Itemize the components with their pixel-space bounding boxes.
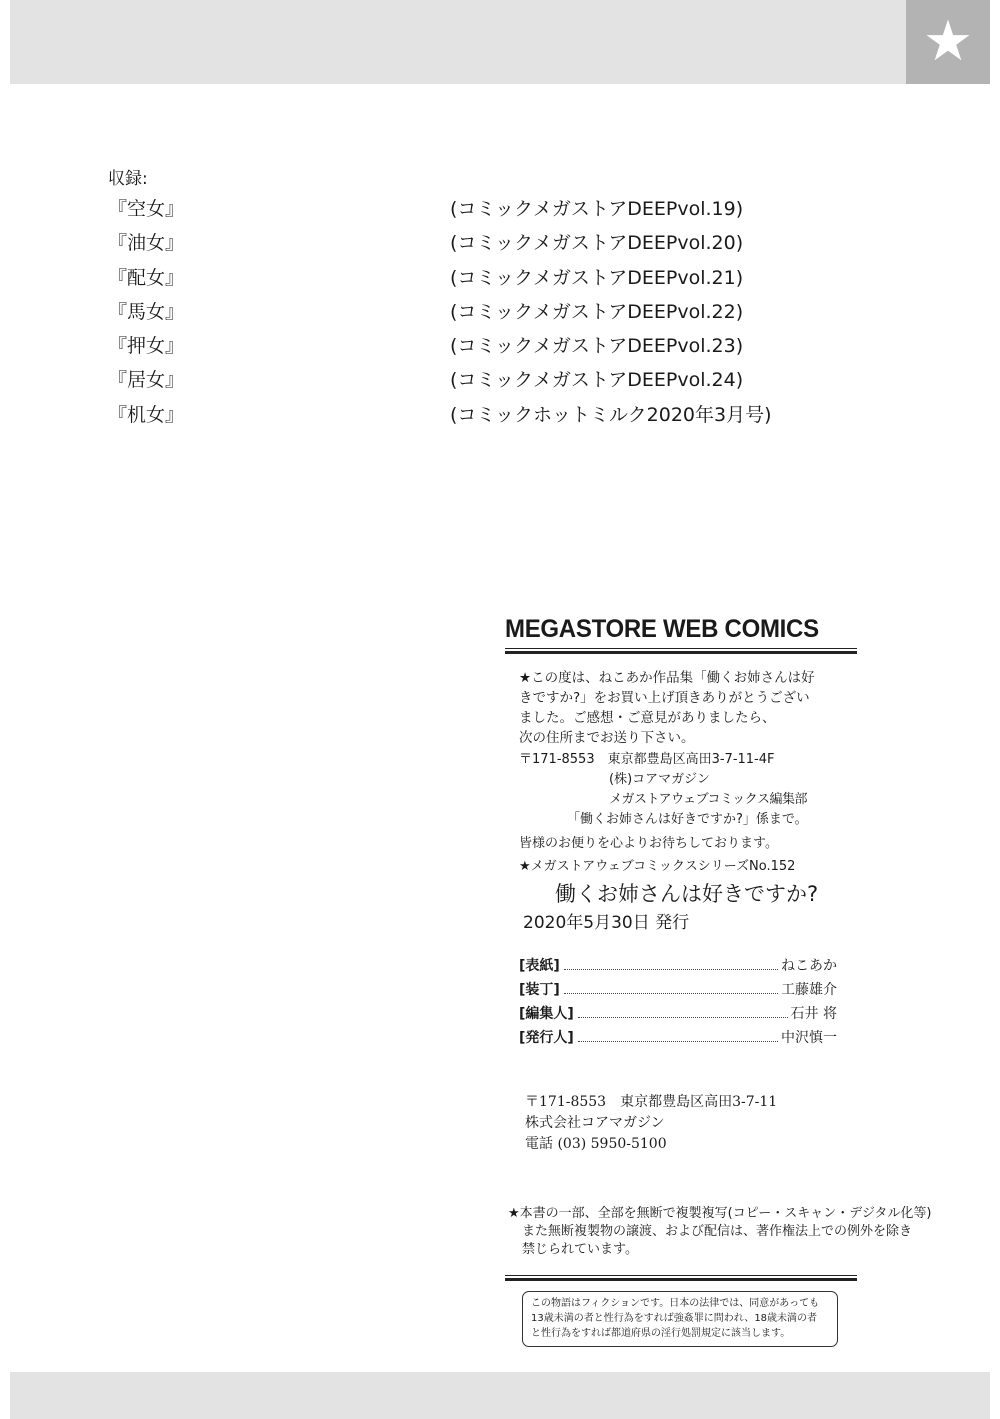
publication-date: 2020年5月30日 発行 xyxy=(523,913,690,933)
staff-row xyxy=(519,1002,837,1026)
book-title: 働くお姉さんは好きですか? xyxy=(555,882,819,906)
address-line: (株)コアマガジン xyxy=(609,772,710,787)
message-line: ました。ご感想・ご意見がありましたら、 xyxy=(519,710,776,726)
story-source: (コミックメガストアDEEPvol.19) xyxy=(450,198,744,220)
publisher-line: 株式会社コアマガジン xyxy=(525,1115,665,1131)
dot-leader xyxy=(578,1041,778,1042)
staff-role: [発行人] xyxy=(519,1030,574,1046)
story-title: 『机女』 xyxy=(108,403,185,426)
notice-line: ★本書の一部、全部を無断で複製複写(コピー・スキャン・デジタル化等) xyxy=(508,1206,932,1221)
story-title: 『空女』 xyxy=(108,198,185,220)
message-line: 次の住所までお送り下さい。 xyxy=(519,730,695,746)
contents-item xyxy=(108,329,808,363)
contents-item xyxy=(108,363,808,397)
staff-name: 中沢慎一 xyxy=(781,1030,837,1046)
address-line: 「働くお姉さんは好きですか?」係まで。 xyxy=(567,812,808,827)
staff-name: 石井 将 xyxy=(790,1006,837,1022)
staff-row xyxy=(519,954,837,978)
dot-leader xyxy=(564,993,778,994)
notice-line: 禁じられています。 xyxy=(522,1242,638,1257)
staff-credits xyxy=(519,954,837,1050)
address-line: 〒171-8553 東京都豊島区高田3-7-11-4F xyxy=(519,752,775,767)
contents-item xyxy=(108,226,808,260)
bottom-footer-band xyxy=(10,1372,990,1419)
thank-you-message xyxy=(519,668,849,748)
staff-row xyxy=(519,978,837,1002)
dot-leader xyxy=(564,969,778,970)
notice-line: また無断複製物の譲渡、および配信は、著作権法上での例外を除き xyxy=(522,1224,913,1239)
divider xyxy=(505,1275,857,1281)
series-number: ★メガストアウェブコミックスシリーズNo.152 xyxy=(519,859,796,874)
contents-item xyxy=(108,261,808,295)
divider xyxy=(505,648,857,654)
story-source: (コミックメガストアDEEPvol.20) xyxy=(450,232,744,255)
editorial-address xyxy=(519,750,857,830)
story-title: 『居女』 xyxy=(108,369,185,392)
story-title: 『油女』 xyxy=(108,232,185,255)
message-line: きですか?」をお買い上げ頂きありがとうござい xyxy=(519,690,810,706)
staff-role: [表紙] xyxy=(519,958,560,974)
star-icon: ★ xyxy=(906,0,990,84)
staff-role: [装丁] xyxy=(519,982,560,998)
publisher-line: 〒171-8553 東京都豊島区高田3-7-11 xyxy=(525,1094,778,1110)
staff-row xyxy=(519,1026,837,1050)
story-source: (コミックメガストアDEEPvol.22) xyxy=(450,300,744,323)
copyright-notice xyxy=(508,1205,958,1259)
staff-name: 工藤雄介 xyxy=(781,982,837,998)
message-line: ★この度は、ねこあか作品集「働くお姉さんは好 xyxy=(519,670,815,686)
notice-line: と性行為をすれば都道府県の淫行処罰規定に該当します。 xyxy=(531,1328,791,1339)
staff-role: [編集人] xyxy=(519,1006,574,1022)
closing-message: 皆様のお便りを心よりお待ちしております。 xyxy=(519,836,778,851)
contents-heading: 収録: xyxy=(108,169,148,189)
contents-list xyxy=(108,166,808,432)
brand-logo-text: MEGASTORE WEB COMICS xyxy=(505,615,819,643)
contents-item xyxy=(108,398,808,432)
publisher-info xyxy=(525,1092,857,1155)
colophon xyxy=(505,612,857,1155)
story-title: 『押女』 xyxy=(108,335,185,358)
staff-name: ねこあか xyxy=(781,958,837,974)
contents-item xyxy=(108,295,808,329)
story-title: 『馬女』 xyxy=(108,300,185,323)
contents-item xyxy=(108,192,808,226)
notice-line: 13歳未満の者と性行為をすれば強姦罪に問われ、18歳未満の者 xyxy=(531,1313,818,1324)
story-source: (コミックメガストアDEEPvol.21) xyxy=(450,266,744,289)
story-source: (コミックホットミルク2020年3月号) xyxy=(450,403,772,426)
dot-leader xyxy=(578,1017,788,1018)
fiction-notice-box xyxy=(522,1291,838,1347)
notice-line: この物語はフィクションです。日本の法律では、同意があっても xyxy=(531,1298,820,1309)
top-header-band xyxy=(10,0,906,84)
publisher-line: 電話 (03) 5950-5100 xyxy=(525,1136,667,1152)
story-source: (コミックメガストアDEEPvol.23) xyxy=(450,335,744,358)
story-title: 『配女』 xyxy=(108,266,185,289)
story-source: (コミックメガストアDEEPvol.24) xyxy=(450,369,744,392)
address-line: メガストアウェブコミックス編集部 xyxy=(609,792,808,807)
